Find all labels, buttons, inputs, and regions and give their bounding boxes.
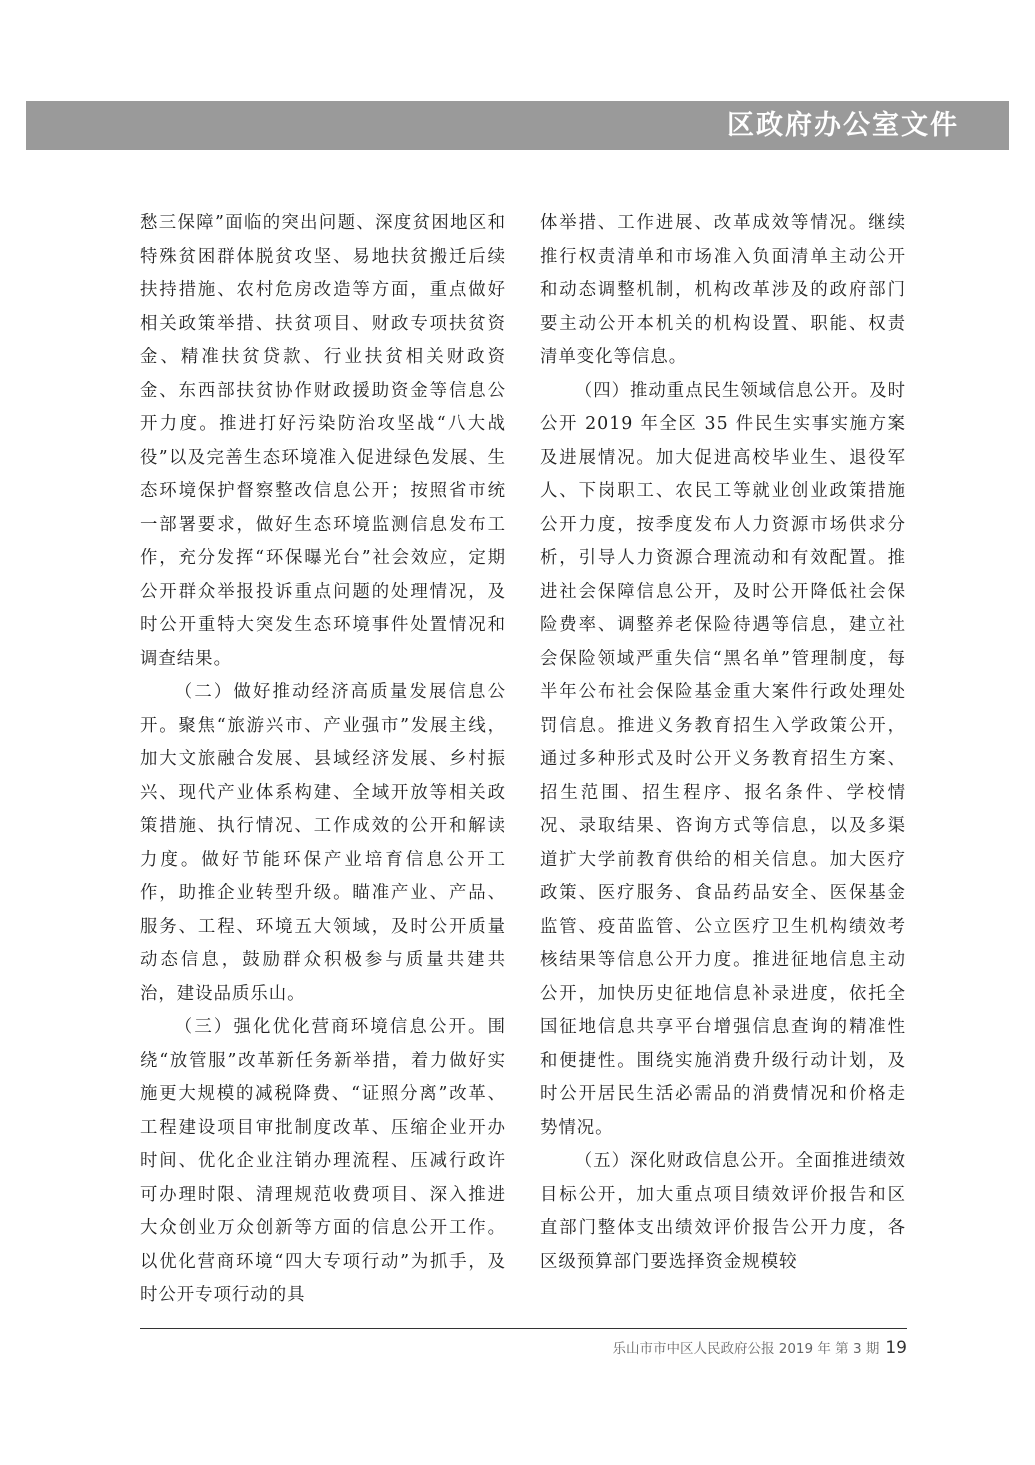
left-paragraph-3: （三）强化优化营商环境信息公开。围绕“放管服”改革新任务新举措，着力做好实施更大规模的减税降费、“证照分离”改革、工程建设项目审批制度改革、压缩企业开办时间、优化企业注销办理流程、压减行政许可办理时限、清理规范收费项目、深入推进大众创业万众创新等方面的信息公开工作。以优化营商环境“四大专项行动”为抓手，及时公开专项行动的具 — [140, 1017, 506, 1305]
footer-divider — [140, 1328, 907, 1329]
left-column — [140, 207, 506, 1313]
page-number: 19 — [885, 1338, 907, 1358]
left-paragraph-2: （二）做好推动经济高质量发展信息公开。聚焦“旅游兴市、产业强市”发展主线，加大文旅融合发展、县域经济发展、乡村振兴、现代产业体系构建、全域开放等相关政策措施、执行情况、工作成效的公开和解读力度。做好节能环保产业培育信息公开工作，助推企业转型升级。瞄准产业、产品、服务、工程、环境五大领域，及时公开质量动态信息，鼓励群众积极参与质量共建共治，建设品质乐山。 — [140, 682, 506, 1004]
left-paragraph-1: 愁三保障”面临的突出问题、深度贫困地区和特殊贫困群体脱贫攻坚、易地扶贫搬迁后续扶持措施、农村危房改造等方面，重点做好相关政策举措、扶贫项目、财政专项扶贫资金、精准扶贫贷款、行业扶贫相关财政资金、东西部扶贫协作财政援助资金等信息公开力度。推进打好污染防治攻坚战“八大战役”以及完善生态环境准入促进绿色发展、生态环境保护督察整改信息公开；按照省市统一部署要求，做好生态环境监测信息发布工作，充分发挥“环保曝光台”社会效应，定期公开群众举报投诉重点问题的处理情况，及时公开重特大突发生态环境事件处置情况和调查结果。 — [140, 213, 506, 669]
right-paragraph-2: （四）推动重点民生领域信息公开。及时公开 2019 年全区 35 件民生实事实施方案及进展情况。加大促进高校毕业生、退役军人、下岗职工、农民工等就业创业政策措施公开力度，按季度发布人力资源市场供求分析，引导人力资源合理流动和有效配置。推进社会保障信息公开，及时公开降低社会保险费率、调整养老保险待遇等信息，建立社会保险领域严重失信“黑名单”管理制度，每半年公布社会保险基金重大案件行政处理处罚信息。推进义务教育招生入学政策公开，通过多种形式及时公开义务教育招生方案、招生范围、招生程序、报名条件、学校情况、录取结果、咨询方式等信息，以及多渠道扩大学前教育供给的相关信息。加大医疗政策、医疗服务、食品药品安全、医保基金监管、疫苗监管、公立医疗卫生机构绩效考核结果等信息公开力度。推进征地信息主动公开，加快历史征地信息补录进度，依托全国征地信息共享平台增强信息查询的精准性和便捷性。围绕实施消费升级行动计划，及时公开居民生活必需品的消费情况和价格走势情况。 — [540, 380, 906, 1138]
right-column — [540, 207, 906, 1279]
right-paragraph-3: （五）深化财政信息公开。全面推进绩效目标公开，加大重点项目绩效评价报告和区直部门整体支出绩效评价报告公开力度，各区级预算部门要选择资金规模较 — [540, 1151, 906, 1272]
page-footer — [612, 1336, 907, 1361]
section-header-band — [26, 101, 1009, 150]
section-title: 区政府办公室文件 — [727, 110, 959, 141]
right-paragraph-1: 体举措、工作进展、改革成效等情况。继续推行权责清单和市场准入负面清单主动公开和动态调整机制，机构改革涉及的政府部门要主动公开本机关的机构设置、职能、权责清单变化等信息。 — [540, 213, 906, 367]
publication-name: 乐山市市中区人民政府公报 2019 年 第 3 期 — [612, 1341, 880, 1357]
